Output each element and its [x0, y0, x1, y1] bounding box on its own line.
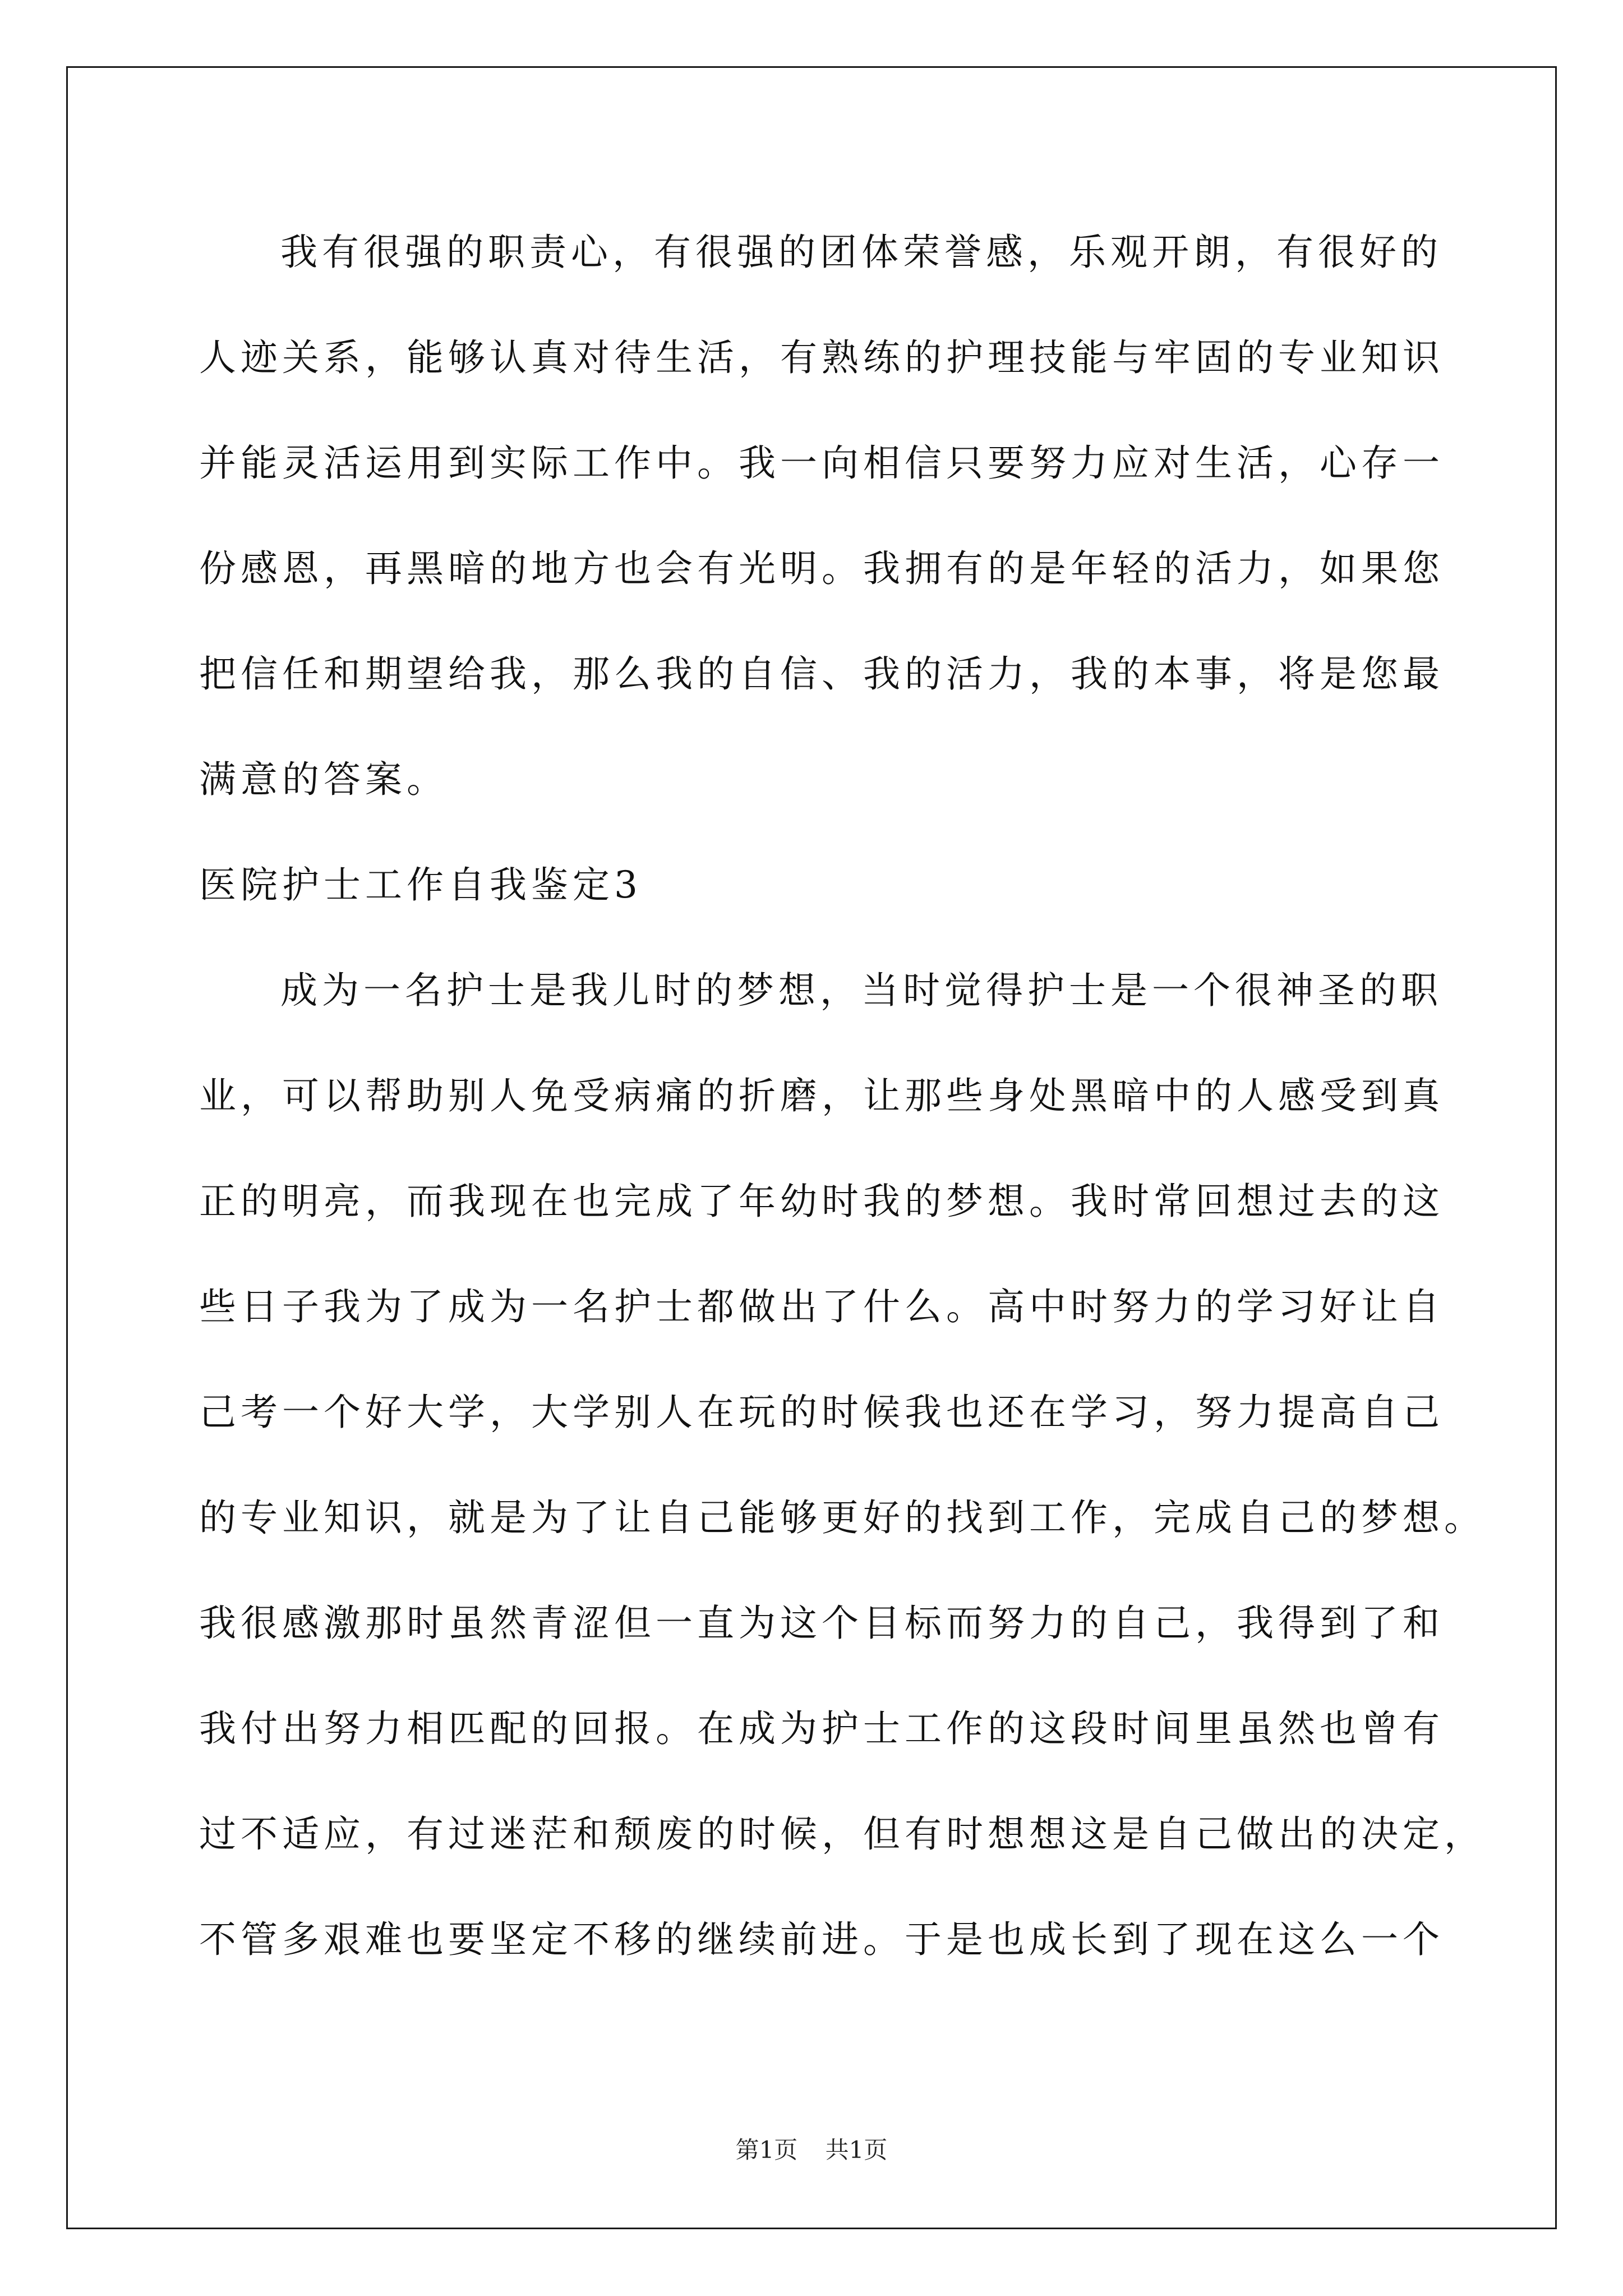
document-body — [199, 222, 1486, 2014]
paragraph-line: 过不适应，有过迷茫和颓废的时候，但有时想想这是自己做出的决定， — [199, 1812, 1486, 1856]
paragraph-line: 业，可以帮助别人免受病痛的折磨，让那些身处黑暗中的人感受到真 — [199, 1074, 1444, 1117]
paragraph-line: 份感恩，再黑暗的地方也会有光明。我拥有的是年轻的活力，如果您 — [199, 547, 1444, 590]
paragraph-line: 我很感激那时虽然青涩但一直为这个目标而努力的自己，我得到了和 — [199, 1602, 1444, 1645]
paragraph-line: 我付出努力相匹配的回报。在成为护士工作的这段时间里虽然也曾有 — [199, 1707, 1444, 1750]
paragraph-line: 并能灵活运用到实际工作中。我一向相信只要努力应对生活，心存一 — [199, 441, 1444, 485]
paragraph-line: 正的明亮，而我现在也完成了年幼时我的梦想。我时常回想过去的这 — [199, 1180, 1444, 1223]
page-number: 第1页 — [735, 2136, 798, 2164]
paragraph-line: 不管多艰难也要坚定不移的继续前进。于是也成长到了现在这么一个 — [199, 1918, 1444, 1961]
paragraph-line: 我有很强的职责心，有很强的团体荣誉感，乐观开朗，有很好的 — [280, 231, 1442, 274]
paragraph-line: 己考一个好大学，大学别人在玩的时候我也还在学习，努力提高自己 — [199, 1391, 1444, 1434]
page-total: 共1页 — [825, 2136, 888, 2164]
paragraph-line: 成为一名护士是我儿时的梦想，当时觉得护士是一个很神圣的职 — [280, 969, 1442, 1012]
page-footer — [0, 2132, 1623, 2165]
section-heading: 医院护士工作自我鉴定3 — [199, 863, 642, 907]
paragraph-line: 些日子我为了成为一名护士都做出了什么。高中时努力的学习好让自 — [199, 1285, 1444, 1328]
paragraph-line: 满意的答案。 — [199, 758, 448, 801]
paragraph-line: 的专业知识，就是为了让自己能够更好的找到工作，完成自己的梦想。 — [199, 1496, 1486, 1539]
paragraph-line: 把信任和期望给我，那么我的自信、我的活力，我的本事，将是您最 — [199, 652, 1444, 696]
paragraph-line: 人迹关系，能够认真对待生活，有熟练的护理技能与牢固的专业知识 — [199, 336, 1444, 379]
